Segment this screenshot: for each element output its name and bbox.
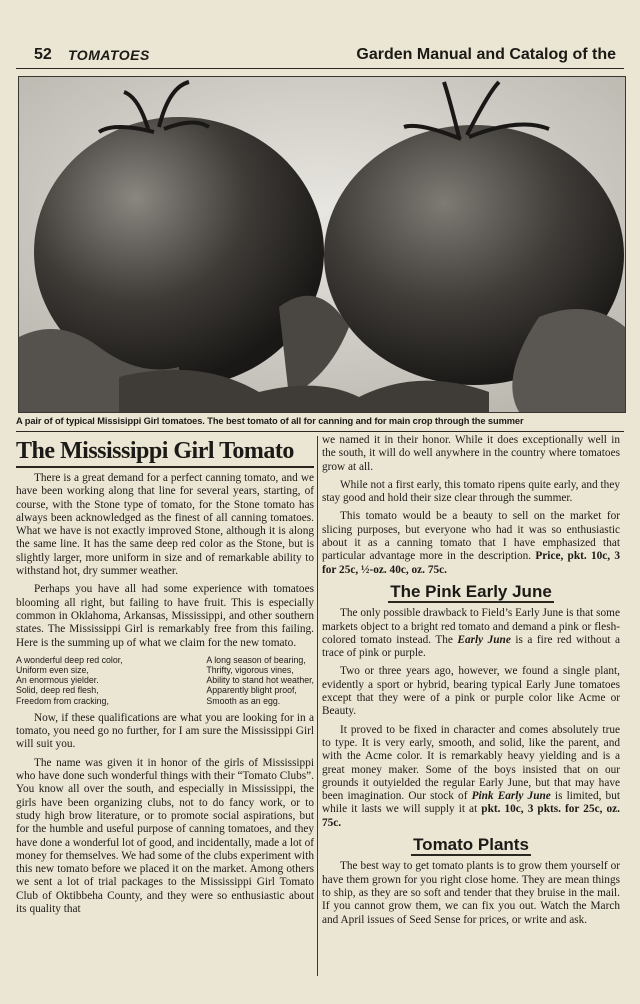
trait-item: Solid, deep red flesh,: [16, 685, 99, 696]
mississippi-girl-paragraph: Now, if these qualifications are what you are looking for in a tomato, you need go no further, for I am sure the Mississippi Girl will suit you.: [16, 711, 314, 751]
paragraph-text: The only possible drawback to Field’s Early June is that some markets object to a bright red tomato and demand a pink or flesh-colored tomato instead. The: [322, 607, 620, 646]
mississippi-girl-heading: The Mississippi Girl Tomato: [16, 436, 314, 468]
running-header: [16, 44, 624, 66]
caption-rule: [16, 431, 624, 432]
variety-name: Early June: [457, 633, 511, 646]
section-name: TOMATOES: [68, 47, 150, 63]
tomato-plants-paragraph: The best way to get tomato plants is to grow them yourself or have them grown for you right close home. They are mean things to ship, as they are so soft and tender that they bruise in the mail. If you cannot grow them, we can fix you out. Watch the March and April issues of Seed Sense for prices, or write and ask.: [322, 860, 620, 926]
pink-early-june-heading-wrap: [322, 581, 620, 601]
trait-item: Smooth as an egg.: [206, 695, 281, 706]
column-divider: [317, 436, 318, 976]
trait-item: Thrifty, vigorous vines,: [206, 665, 294, 676]
traits-left: [16, 655, 123, 706]
trait-item: Apparently blight proof,: [206, 685, 297, 696]
left-column: [16, 434, 314, 921]
trait-item: An enormous yielder.: [16, 675, 99, 686]
catalog-title: Garden Manual and Catalog of the: [356, 46, 616, 63]
variety-name: Pink Early June: [471, 790, 551, 803]
mississippi-girl-paragraph: [322, 510, 620, 576]
traits-list: [16, 655, 314, 706]
paragraph-text: is limited, but while it lasts we will supply it at: [322, 790, 620, 816]
pink-early-june-paragraph: [322, 607, 620, 660]
trait-item: Uniform even size,: [16, 665, 89, 676]
pink-early-june-paragraph: Two or three years ago, however, we found a single plant, evidently a sport or hybrid, bearing typical Early June tomatoes except that they were of a pink or purple color like Acme or Beauty.: [322, 665, 620, 718]
page-number: 52: [34, 46, 52, 63]
photo-caption: A pair of of typical Missisippi Girl tomatoes. The best tomato of all for canning and for main crop through the summer: [16, 416, 524, 426]
mississippi-girl-paragraph: The name was given it in honor of the girls of Mississippi who have done such wonderful things with their “Tomato Clubs”. You know all over the south, and especially in Mississippi, the girls have been organizing clubs, not to do fancy work, or to study high brow literature, or to promote social aspirations, but for the humble and useful purpose of canning tomatoes, and they have done a wonderful lot of good, and incidentally, made a lot of money for themselves. We had some of the clubs experiment with this new tomato before we placed it on the market. Among others we sent a lot of trial packages to the Mississippi Girl Tomato Club of Oktibbeha County, and they were so enthusiastic about its quality that: [16, 756, 314, 916]
pink-early-june-heading: The Pink Early June: [390, 581, 552, 601]
right-column: [322, 434, 620, 932]
paragraph-text: is a fire red without a trace of pink or purple.: [322, 633, 620, 660]
pink-early-june-paragraph: [322, 724, 620, 830]
paragraph-text: It proved to be fixed in character and comes absolutely true to type. It is very early, smooth, and solid, like the parent, and with the Acme color. It is remarkably heavy yielding and is a great money maker. Some of the boys insisted that on our grounds it outyielded the regular Early June, but that may have been imagination. Our stock of: [322, 723, 620, 803]
pink-early-june-price: pkt. 10c, 3 pkts. for 25c, oz. 75c.: [322, 803, 620, 829]
trait-item: Ability to stand hot weather,: [206, 675, 314, 686]
mississippi-girl-continued: we named it in their honor. While it does exceptionally well in the south, it will do well anywhere in the country where tomatoes grow at all.: [322, 434, 620, 473]
tomato-plants-heading-wrap: [322, 835, 620, 855]
trait-item: A long season of bearing,: [206, 654, 306, 665]
trait-item: Freedom from cracking,: [16, 695, 109, 706]
mississippi-girl-paragraph: There is a great demand for a perfect canning tomato, and we have been working along that line for several years, starting, of course, with the Stone type of tomato, for the Stone tomato has always been acknowledged as the finest of all canning tomatoes. What we have is not exactly improved Stone, although it is along the same line. It has the same deep red color as the Stone, but is slightly larger, more uniform in size and of remarkable ability to withstand hot, dry summer weather.: [16, 472, 314, 578]
mississippi-girl-price: Price, pkt. 10c, 3 for 25c, ½-oz. 40c, oz. 75c.: [322, 550, 620, 576]
header-rule: [16, 68, 624, 69]
mississippi-girl-paragraph: While not a first early, this tomato ripens quite early, and they stay good and hold their size clear through the summer.: [322, 478, 620, 505]
tomato-photo: [18, 76, 626, 413]
traits-right: [206, 655, 314, 706]
trait-item: A wonderful deep red color,: [16, 654, 123, 665]
description-text: This tomato would be a beauty to sell on the market for slicing purposes, but everyone who had it was so enthusiastic about it as a canning tomato that I have emphasized that particular advantage more in the description.: [322, 510, 620, 563]
tomato-plants-heading: Tomato Plants: [413, 835, 529, 855]
mississippi-girl-paragraph: Perhaps you have all had some experience with tomatoes blooming all right, but failing to have fruit. This is especially common in Oklahoma, Arkansas, Mississippi, and other southern states. The Mississippi Girl is remarkably free from this failing. Here is the summing up of what we claim for the new tomato.: [16, 583, 314, 649]
